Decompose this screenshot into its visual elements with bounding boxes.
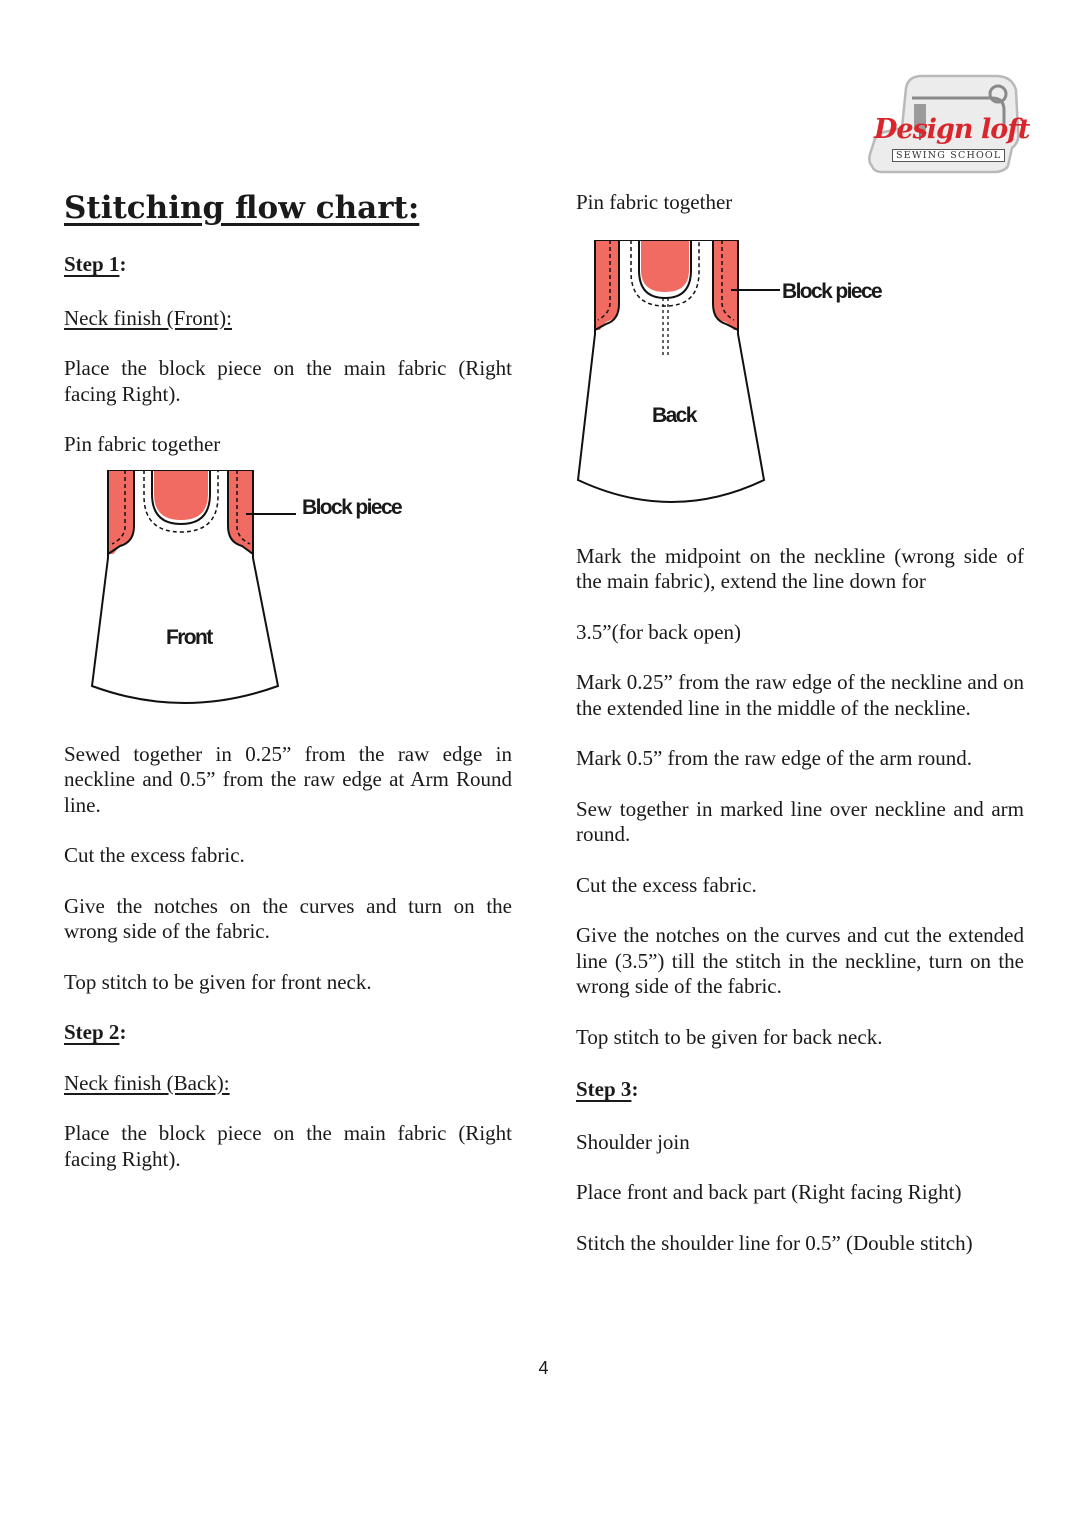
step-1-para-1: Place the block piece on the main fabric (Right facing Right). (64, 356, 512, 406)
step-2-para-10: Top stitch to be given for back neck. (576, 1024, 883, 1049)
step-1-para-2: Pin fabric together (64, 432, 221, 456)
step-2-para-4: 3.5”(for back open) (576, 619, 742, 644)
step-2-para-1: Place the block piece on the main fabric (Right facing Right). (64, 1121, 512, 1171)
step-1-para-6: Top stitch to be given for front neck. (64, 969, 372, 994)
logo-subtitle: SEWING SCHOOL (892, 149, 1005, 162)
step-1-heading: Step 1: (64, 252, 127, 276)
block-piece-center (154, 470, 208, 520)
left-column (64, 188, 512, 1172)
step-2-subheading: Neck finish (Back): (64, 1070, 230, 1095)
step-3-para-1: Shoulder join (576, 1129, 690, 1154)
block-piece-label: Block piece (782, 279, 882, 303)
front-label: Front (166, 625, 212, 649)
page-number: 4 (538, 1358, 549, 1378)
step-3-para-3: Stitch the shoulder line for 0.5” (Double stitch) (576, 1230, 973, 1255)
step-2-para-2: Pin fabric together (576, 190, 733, 214)
step-2-para-8: Cut the excess fabric. (576, 872, 757, 897)
step-2-para-6: Mark 0.5” from the raw edge of the arm round. (576, 746, 972, 770)
step-3-para-2: Place front and back part (Right facing Right) (576, 1180, 962, 1204)
step-2-para-9: Give the notches on the curves and cut the extended line (3.5”) till the stitch in the neckline, turn on the wrong side of the fabric. (576, 923, 1024, 998)
logo-brand-text: Design loft (874, 114, 1030, 145)
step-2-para-3: Mark the midpoint on the neckline (wrong side of the main fabric), extend the line down for (576, 543, 1024, 593)
right-column (576, 188, 1024, 1256)
step-2-para-5: Mark 0.25” from the raw edge of the neckline and on the extended line in the middle of the neckline. (576, 670, 1024, 720)
step-2-heading: Step 2: (64, 1020, 127, 1044)
back-neck-figure (576, 240, 1024, 510)
step-2-para-7: Sew together in marked line over neckline and arm round. (576, 796, 1024, 846)
step-1-subheading: Neck finish (Front): (64, 305, 232, 330)
block-piece-label: Block piece (302, 495, 402, 519)
block-piece-center (641, 240, 689, 292)
front-neck-figure (64, 470, 512, 718)
step-1-para-3: Sewed together in 0.25” from the raw edge in neckline and 0.5” from the raw edge at Arm Round line. (64, 741, 512, 817)
step-3-heading: Step 3: (576, 1077, 639, 1101)
design-loft-logo (862, 70, 1028, 178)
step-1-para-5: Give the notches on the curves and turn on the wrong side of the fabric. (64, 893, 512, 943)
step-1-para-4: Cut the excess fabric. (64, 843, 245, 867)
page-title: Stitching flow chart: (64, 190, 420, 226)
back-label: Back (652, 403, 696, 427)
